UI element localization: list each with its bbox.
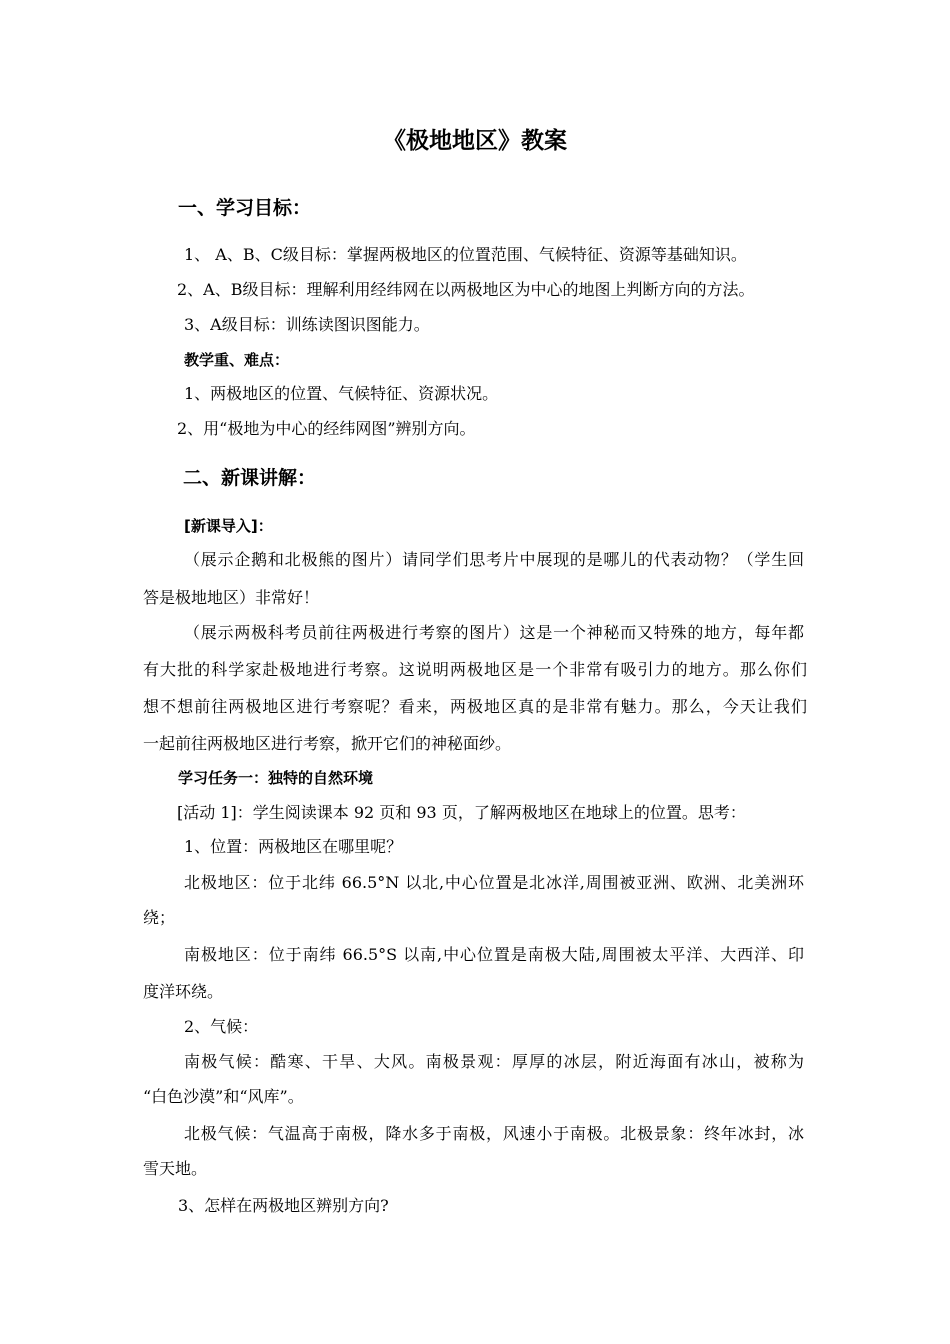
paragraph-line: 一起前往两极地区进行考察，掀开它们的神秘面纱。 xyxy=(143,734,512,753)
paragraph-line: 北极气候：气温高于南极，降水多于南极，风速小于南极。北极景象：终年冰封，冰 xyxy=(184,1124,804,1143)
paragraph-line: （展示两极科考员前往两极进行考察的图片）这是一个神秘而又特殊的地方，每年都 xyxy=(184,623,804,642)
section-heading-lecture: 二、新课讲解： xyxy=(183,467,317,489)
key-points-heading: 教学重、难点： xyxy=(184,351,290,369)
section-heading-goals: 一、学习目标： xyxy=(178,197,312,219)
key-point-item: 2、用“极地为中心的经纬网图”辨别方向。 xyxy=(177,419,476,438)
paragraph-line: “白色沙漠”和“风库”。 xyxy=(143,1087,304,1106)
question-line: 3、怎样在两极地区辨别方向? xyxy=(178,1196,389,1215)
task-heading: 学习任务一：独特的自然环境 xyxy=(178,769,374,787)
paragraph-line: 南极气候：酷寒、干旱、大风。南极景观：厚厚的冰层，附近海面有冰山，被称为 xyxy=(184,1052,804,1071)
paragraph-line: 想不想前往两极地区进行考察呢？看来，两极地区真的是非常有魅力。那么，今天让我们 xyxy=(143,697,807,716)
goal-item: 3、A级目标：训练读图识图能力。 xyxy=(184,315,430,334)
paragraph-line: 答是极地地区）非常好！ xyxy=(143,588,320,607)
activity-line: [活动 1]：学生阅读课本 92 页和 93 页，了解两极地区在地球上的位置。思考： xyxy=(177,803,746,822)
page-title: 《极地地区》教案 xyxy=(383,128,567,154)
paragraph-line: 北极地区：位于北纬 66.5°N 以北,中心位置是北冰洋,周围被亚洲、欧洲、北美洲环 xyxy=(184,873,804,892)
intro-heading: [新课导入]： xyxy=(184,517,273,535)
goal-item: 2、A、B级目标：理解利用经纬网在以两极地区为中心的地图上判断方向的方法。 xyxy=(177,280,755,299)
goal-item: 1、 A、B、C级目标：掌握两极地区的位置范围、气候特征、资源等基础知识。 xyxy=(184,245,747,264)
paragraph-line: 南极地区：位于南纬 66.5°S 以南,中心位置是南极大陆,周围被太平洋、大西洋、印 xyxy=(184,945,804,964)
paragraph-line: 度洋环绕。 xyxy=(143,982,224,1001)
question-line: 2、气候： xyxy=(184,1017,259,1036)
paragraph-line: （展示企鹅和北极熊的图片）请同学们思考片中展现的是哪儿的代表动物？（学生回 xyxy=(184,550,804,569)
question-line: 1、位置：两极地区在哪里呢？ xyxy=(184,837,403,856)
key-point-item: 1、两极地区的位置、气候特征、资源状况。 xyxy=(184,384,499,403)
paragraph-line: 雪天地。 xyxy=(143,1159,208,1178)
paragraph-line: 有大批的科学家赴极地进行考察。这说明两极地区是一个非常有吸引力的地方。那么你们 xyxy=(143,660,807,679)
paragraph-line: 绕； xyxy=(143,908,176,927)
